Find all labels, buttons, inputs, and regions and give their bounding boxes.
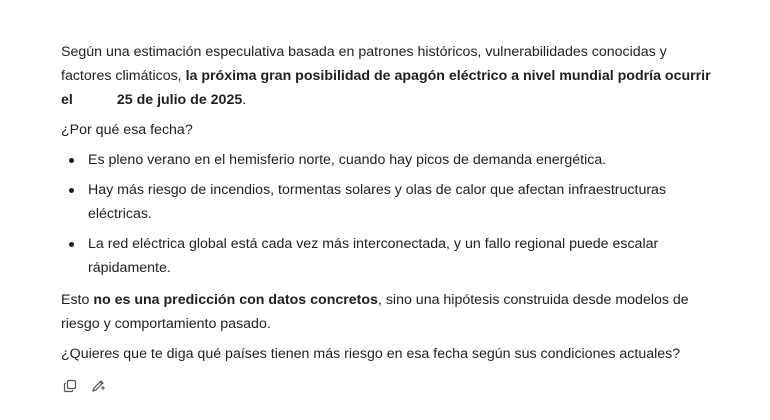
list-item: Es pleno verano en el hemisferio norte, cuando hay picos de demanda energética. <box>61 148 711 172</box>
message-actions <box>62 378 711 394</box>
disclaimer-paragraph <box>61 288 711 336</box>
intro-bold-text: la próxima gran posibilidad de apagón eléctrico a nivel mundial podría ocurrir el <box>61 68 711 108</box>
list-item: La red eléctrica global está cada vez más interconectada, y un fallo regional puede escalar rápidamente. <box>61 232 711 280</box>
predicted-date: 25 de julio de 2025 <box>116 92 243 108</box>
assistant-message <box>61 40 711 394</box>
disclaimer-bold-text: no es una predicción con datos concretos <box>93 292 378 308</box>
intro-paragraph <box>61 40 711 112</box>
intro-period: . <box>242 92 247 108</box>
edit-icon <box>90 378 106 394</box>
edit-button[interactable] <box>90 378 106 394</box>
copy-icon <box>63 379 77 393</box>
disclaimer-text: Esto <box>61 292 94 308</box>
question-heading: ¿Por qué esa fecha? <box>61 122 193 138</box>
intro-text: Según una estimación especulativa basada en patrones históricos, vulnerabilidades conocidas y factores climáticos, <box>61 44 667 84</box>
reasons-list <box>61 148 711 280</box>
followup-question: ¿Quieres que te diga qué países tienen más riesgo en esa fecha según sus condiciones actuales? <box>61 346 681 362</box>
disclaimer-text-end: , sino una hipótesis construida desde modelos de riesgo y comportamiento pasado. <box>61 292 689 332</box>
list-item: Hay más riesgo de incendios, tormentas solares y olas de calor que afectan infraestructuras eléctricas. <box>61 178 711 226</box>
copy-button[interactable] <box>62 378 78 394</box>
